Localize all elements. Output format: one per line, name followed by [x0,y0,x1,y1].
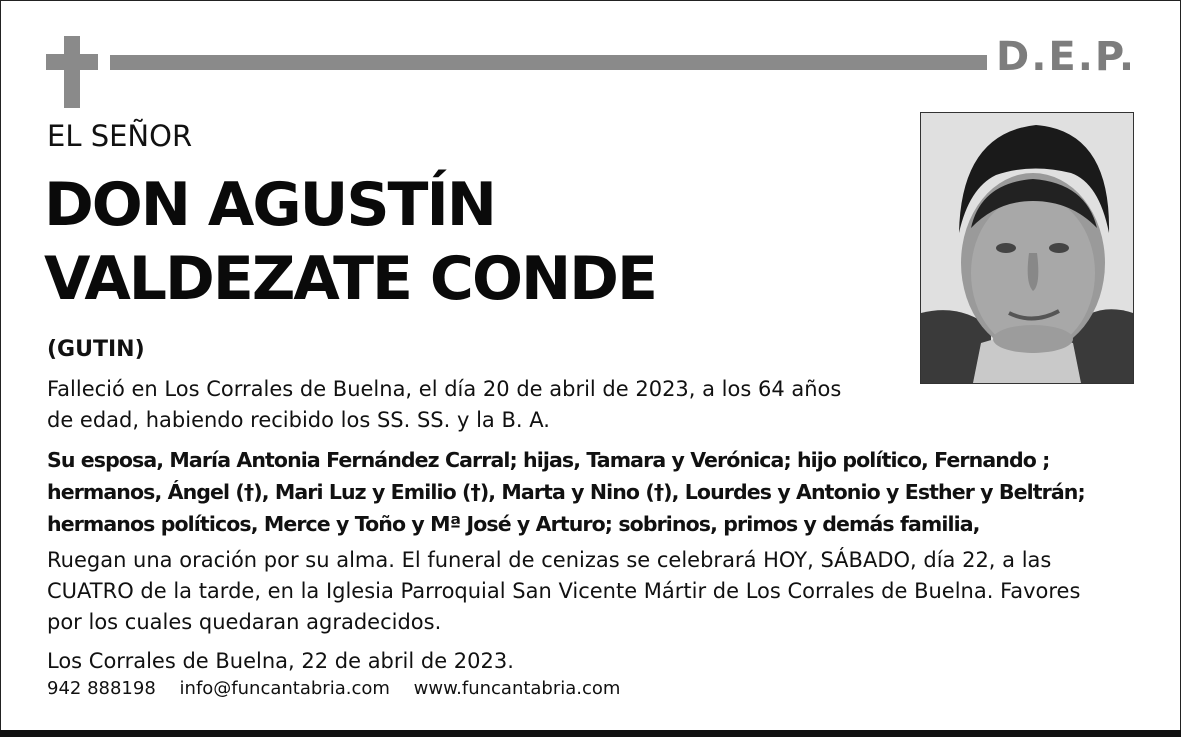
death-notice-line-2: de edad, habiendo recibido los SS. SS. y la B. A. [47,408,550,432]
cross-icon [46,36,98,108]
dep-label: D.E.P. [996,34,1137,80]
header-rule [110,55,987,70]
funeral-line-3: por los cuales quedaran agradecidos. [47,610,442,634]
family-line-1: Su esposa, María Antonia Fernández Carral; hijas, Tamara y Verónica; hijo político, Fernando ; [47,448,1050,472]
bottom-bar [0,730,1181,737]
portrait-photo [920,112,1134,384]
funeral-line-2: CUATRO de la tarde, en la Iglesia Parroquial San Vicente Mártir de Los Corrales de Buelna. Favores [47,579,1081,603]
funeral-line-1: Ruegan una oración por su alma. El funeral de cenizas se celebrará HOY, SÁBADO, día 22, a las [47,548,1052,572]
death-notice-line-1: Falleció en Los Corrales de Buelna, el día 20 de abril de 2023, a los 64 años [47,377,842,401]
deceased-name-line-2: VALDEZATE CONDE [44,244,656,314]
honorific: EL SEÑOR [47,119,193,153]
contact-web: www.funcantabria.com [413,678,621,699]
portrait-image [921,113,1133,383]
family-line-2: hermanos, Ángel (†), Mari Luz y Emilio (†), Marta y Nino (†), Lourdes y Antonio y Esther y Beltrán; [47,480,1085,504]
deceased-name [44,168,656,316]
family-line-3: hermanos políticos, Merce y Toño y Mª José y Arturo; sobrinos, primos y demás familia, [47,512,980,536]
place-date: Los Corrales de Buelna, 22 de abril de 2023. [47,649,514,673]
contact-email: info@funcantabria.com [179,678,390,699]
deceased-name-line-1: DON AGUSTÍN [44,170,495,240]
nickname: (GUTIN) [47,337,145,362]
contact-info [47,675,638,703]
contact-phone: 942 888198 [47,678,156,699]
